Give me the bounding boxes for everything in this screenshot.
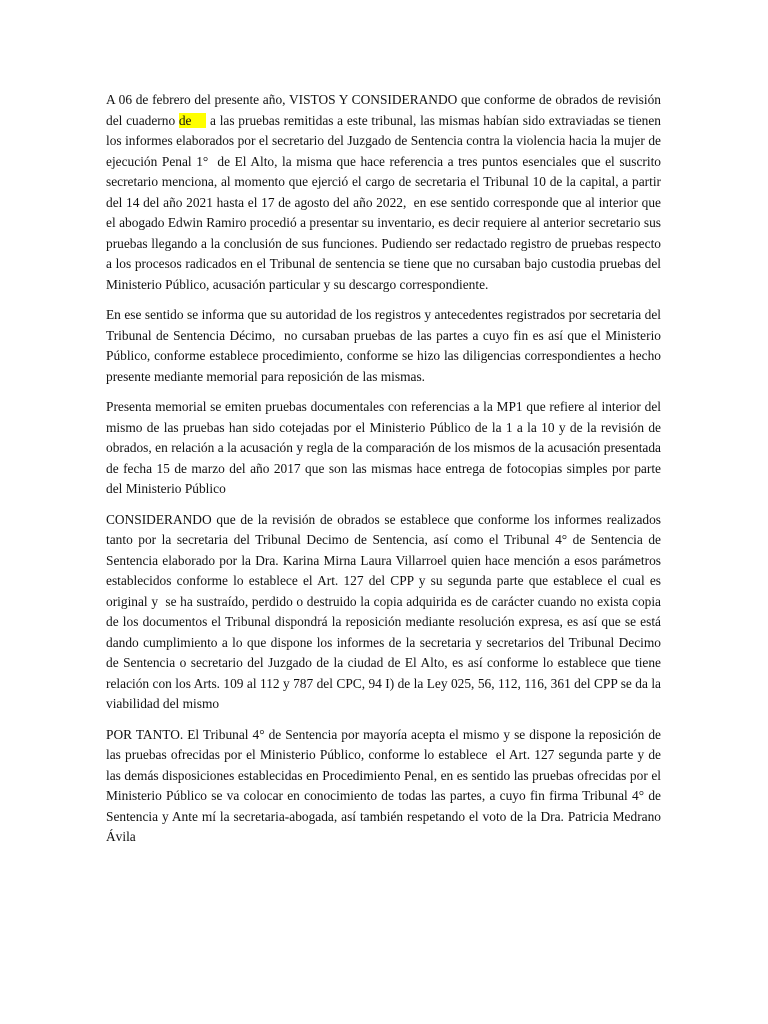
paragraph-memorial: Presenta memorial se emiten pruebas documentales con referencias a la MP1 que refiere al interior del mismo de las pruebas han sido cotejadas por el Ministerio Público de la 1 a la 10 y de la revisión de obrados, en relación a la acusación y regla de la comparación de los mismos de la acusación presentada de fecha 15 de marzo del año 2017 que son las mismas hace entrega de fotocopias simples por parte del Ministerio Público — [106, 399, 668, 496]
highlighted-word: de — [178, 112, 207, 128]
paragraph-vistos-text-start: A 06 de febrero del presente año, VISTOS Y CONSIDERANDO que conforme de obrados de revisión del cuaderno — [106, 92, 665, 128]
paragraph-vistos-text-end: a las pruebas remitidas a este tribunal, las mismas habían sido extraviadas se tienen los informes elaborados por el secretario del Juzgado de Sentencia contra la violencia hacia la mujer de ejecución Penal 1° de El Alto, la misma que hace referencia a tres puntos esenciales que el suscrito secretario menciona, al momento que ejerció el cargo de secretaria el Tribunal 10 de la capital, a partir del 14 del año 2021 hasta el 17 de agosto del año 2022, en ese sentido corresponde que al interior que el abogado Edwin Ramiro procedió a presentar su inventario, es decir requiere al anterior secretario sus pruebas llegando a la conclusión de sus funciones. Pudiendo ser redactado registro de pruebas respecto a los procesos radicados en el Tribunal de sentencia se tiene que no cursaban bajo custodia pruebas del Ministerio Público, acusación particular y su descargo correspondiente. — [106, 112, 665, 292]
paragraph-por-tanto: POR TANTO. El Tribunal 4° de Sentencia por mayoría acepta el mismo y se dispone la reposición de las pruebas ofrecidas por el Ministerio Público, conforme lo establece el Art. 127 segunda parte y de las demás disposiciones establecidas en Procedimiento Penal, en es sentido las pruebas ofrecidas por el Ministerio Público se va colocar en conocimiento de todas las partes, a cuyo fin firma Tribunal 4° de Sentencia y Ante mí la secretaria-abogada, así también respetando el voto de la Dra. Patricia Medrano Ávila — [106, 726, 665, 844]
paragraph-considerando: CONSIDERANDO que de la revisión de obrados se establece que conforme los informes realizados tanto por la secretaria del Tribunal Decimo de Sentencia, así como el Tribunal 4° de Sentencia de Sentencia elaborado por la Dra. Karina Mirna Laura Villarroel quien hace mención a esos parámetros establecidos conforme lo establece el Art. 127 del CPP y su segunda parte que establece el cual es original y se ha sustraído, perdido o destruido la copia adquirida es de carácter cuando no exista copia de los documentos el Tribunal dispondrá la reposición mediante resolución expresa, es así que se está dando cumplimiento a lo que dispone los informes de la secretaria y secretarios del Tribunal Decimo de Sentencia o secretario del Juzgado de la ciudad de El Alto, es así conforme lo establece que tiene relación con los Arts. 109 al 112 y 787 del CPC, 94 I) de la Ley 025, 56, 112, 116, 361 del CPP se da la viabilidad del mismo — [106, 511, 665, 711]
document-page — [106, 90, 668, 858]
paragraph-vistos — [106, 90, 665, 295]
paragraph-informe: En ese sentido se informa que su autoridad de los registros y antecedentes registrados por secretaria del Tribunal de Sentencia Décimo, no cursaban pruebas de las partes a cuyo fin es así que el Ministerio Público, conforme establece procedimiento, conforme se hizo las diligencias correspondientes a hecho presente mediante memorial para reposición de las mismas. — [106, 307, 665, 384]
